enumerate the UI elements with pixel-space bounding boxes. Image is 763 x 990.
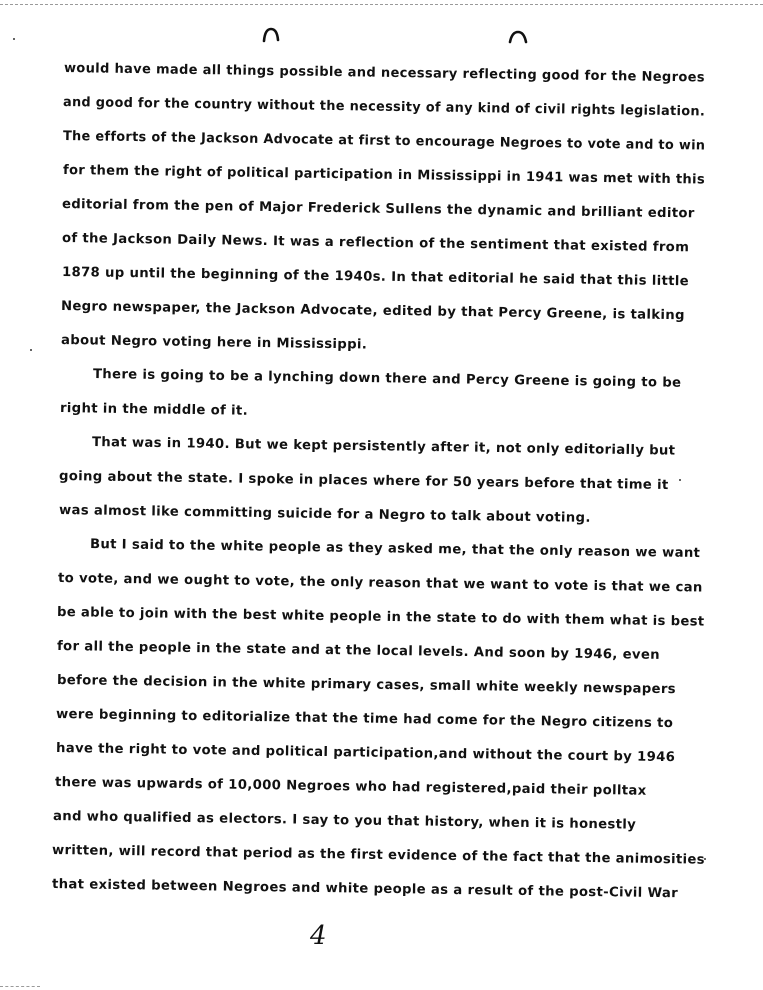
text-line: right in the middle of it. (59, 401, 249, 419)
text-line: were beginning to editorialize that the time had come for the Negro citizens to (55, 707, 674, 732)
text-line: There is going to be a lynching down there and Percy Greene is going to be (92, 367, 682, 391)
text-line: that existed between Negroes and white people as a result of the post-Civil War (51, 877, 679, 902)
text-line: and good for the country without the necessity of any kind of civil rights legislation. (62, 95, 706, 120)
arc-mark-left-icon (262, 27, 280, 43)
text-line: to vote, and we ought to vote, the only reason that we want to vote is that we can (57, 571, 703, 596)
text-line: 1878 up until the beginning of the 1940s. In that editorial he said that this little (61, 265, 690, 290)
text-line: be able to join with the best white people in the state to do with them what is best (56, 605, 705, 630)
text-line: That was in 1940. But we kept persistently after it, not only editorially but (91, 435, 676, 459)
text-line: for all the people in the state and at the local levels. And soon by 1946, even (56, 639, 661, 663)
text-line: The efforts of the Jackson Advocate at first to encourage Negroes to vote and to win (62, 129, 706, 154)
text-line: of the Jackson Daily News. It was a reflection of the sentiment that existed from (61, 231, 690, 256)
arc-mark-right-icon (508, 30, 526, 46)
text-line: was almost like committing suicide for a Negro to talk about voting. (58, 503, 591, 526)
page-number: 4 (310, 921, 327, 951)
text-line: and who qualified as electors. I say to you that history, when it is honestly (52, 809, 637, 833)
text-line: before the decision in the white primary cases, small white weekly newspapers (56, 673, 677, 698)
text-line: would have made all things possible and necessary reflecting good for the Negroes (63, 61, 705, 86)
text-line: Negro newspaper, the Jackson Advocate, edited by that Percy Greene, is talking (60, 299, 685, 324)
text-line: going about the state. I spoke in places where for 50 years before that time it (58, 469, 669, 494)
text-line: But I said to the white people as they asked me, that the only reason we want (89, 537, 701, 562)
text-line: there was upwards of 10,000 Negroes who had registered,paid their polltax (54, 775, 647, 799)
scan-speck (679, 479, 681, 481)
top-scan-border (0, 4, 763, 5)
text-line: about Negro voting here in Mississippi. (60, 333, 368, 353)
scan-speck (30, 349, 32, 351)
text-line: have the right to vote and political participation,and without the court by 1946 (55, 741, 676, 766)
text-line: for them the right of political participation in Mississippi in 1941 was met with this (62, 163, 706, 188)
text-line: editorial from the pen of Major Frederick Sullens the dynamic and brilliant editor (61, 197, 695, 222)
text-line: written, will record that period as the first evidence of the fact that the animosities (51, 843, 706, 868)
bottom-scan-border (0, 986, 40, 987)
scan-speck (13, 38, 15, 40)
